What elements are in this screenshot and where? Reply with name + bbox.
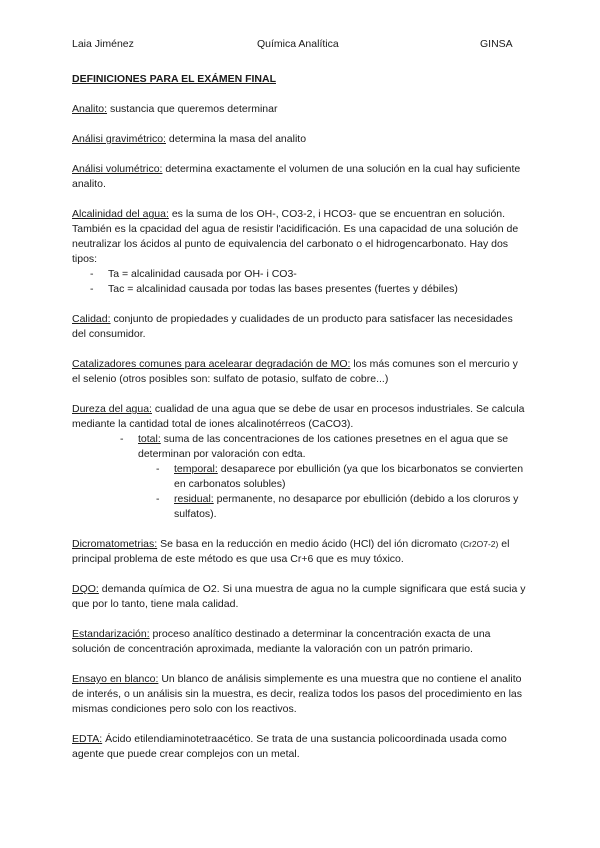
alcalinidad-list [72,267,528,297]
definition-term: Análisi volumétrico: [72,163,163,175]
definition-text: Un blanco de análisis simplemente es una muestra que no contiene el analito de interés, o un análisis sin la muestra, es decir, realiza todos los pasos del procedimiento en las mismas condiciones pero solo con los reactivos. [72,673,522,715]
definition-text: es la suma de los OH-, CO3-2, i HCO3- que se encuentran en solución. También es la cpacidad del agua de resistir l'acidificación. Es una capacidad de una solución de neutralizar los ácidos al punto de equivalencia del carbonato o el hidrogencarbonato. Hay dos tipos: [72,208,519,265]
definition-paragraph [72,402,528,432]
definition-text: Se basa en la reducción en medio ácido (HCl) del ión dicromato [157,538,461,550]
list-item-text: suma de las concentraciones de los cationes presetnes en el agua que se determinan por valoración con edta. [138,433,509,460]
definition-gravimetrico [72,132,528,147]
definition-catalizadores [72,357,528,387]
dash-bullet: - [156,493,160,505]
definition-term: Análisi gravimétrico: [72,133,166,145]
definition-term: Analito: [72,103,108,115]
header-subject: Química Analítica [257,38,339,50]
list-item-text: Tac = alcalinidad causada por todas las bases presentes (fuertes y débiles) [108,283,458,295]
dash-bullet: - [90,283,94,295]
definition-term: total: [138,433,161,445]
definition-term: Catalizadores comunes para acelearar degradación de MO: [72,358,351,370]
definition-analito [72,102,528,117]
definition-edta [72,732,528,762]
list-item [72,282,528,297]
dash-bullet: - [90,268,94,280]
definition-estandarizacion [72,627,528,657]
definition-term: residual: [174,493,214,505]
definition-alcalinidad [72,207,528,297]
definition-text: cualidad de una agua que se debe de usar en procesos industriales. Se calcula mediante la cantidad total de iones alcalinotérreos (CaCO3). [72,403,525,430]
definition-text: demanda química de O2. Si una muestra de agua no la cumple significara que está sucia y que por lo tanto, tiene mala calidad. [72,583,526,610]
list-item-text: Ta = alcalinidad causada por OH- i CO3- [108,268,297,280]
dash-bullet: - [156,463,160,475]
definition-term: Dicromatometrias: [72,538,158,550]
definition-term: EDTA: [72,733,103,745]
definition-volumetrico [72,162,528,192]
list-item [72,267,528,282]
definition-dicromatometrias [72,537,528,567]
definition-term: Ensayo en blanco: [72,673,159,685]
definition-dqo [72,582,528,612]
definition-text: el principal problema de este método es que usa Cr+6 que es muy tóxico. [72,538,510,565]
header-author: Laia Jiménez [72,38,134,50]
definition-text: determina la masa del analito [165,133,307,145]
definition-text: determina exactamente el volumen de una solución en la cual hay suficiente analito. [72,163,521,190]
definition-text: sustancia que queremos determinar [107,103,278,115]
dicromato-formula: (Cr2O7-2) [460,539,499,549]
definition-text: conjunto de propiedades y cualidades de un producto para satisfacer las necesidades del consumidor. [72,313,513,340]
definition-dureza [72,402,528,522]
document-body [72,72,528,777]
definition-term: Estandarización: [72,628,150,640]
list-item-total [72,432,528,462]
definition-term: Calidad: [72,313,111,325]
definition-ensayo [72,672,528,717]
definition-paragraph [72,207,528,267]
definition-calidad [72,312,528,342]
document-title: DEFINICIONES PARA EL EXÁMEN FINAL [72,73,276,85]
definition-text: los más comunes son el mercurio y el selenio (otros posibles son: sulfato de potasio, sulfato de cobre...) [72,358,518,385]
definition-term: Alcalinidad del agua: [72,208,169,220]
definition-term: DQO: [72,583,99,595]
list-item-text: desaparece por ebullición (ya que los bicarbonatos se convierten en carbonatos solubles) [174,463,524,490]
list-item-temporal [72,462,528,492]
dureza-list [72,432,528,522]
list-item-text: permanente, no desaparce por ebullición (debido a los cloruros y sulfatos). [174,493,519,520]
definition-text: Ácido etilendiaminotetraacético. Se trata de una sustancia policoordinada usada como agente que puede crear complejos con un metal. [72,733,507,760]
header-degree: GINSA [480,38,513,50]
definition-text: proceso analítico destinado a determinar la concentración exacta de una solución de concentración aproximada, mediante la valoración con un patrón primario. [72,628,491,655]
definition-term: temporal: [174,463,218,475]
list-item-residual [72,492,528,522]
definition-term: Dureza del agua: [72,403,152,415]
dash-bullet: - [120,433,124,445]
